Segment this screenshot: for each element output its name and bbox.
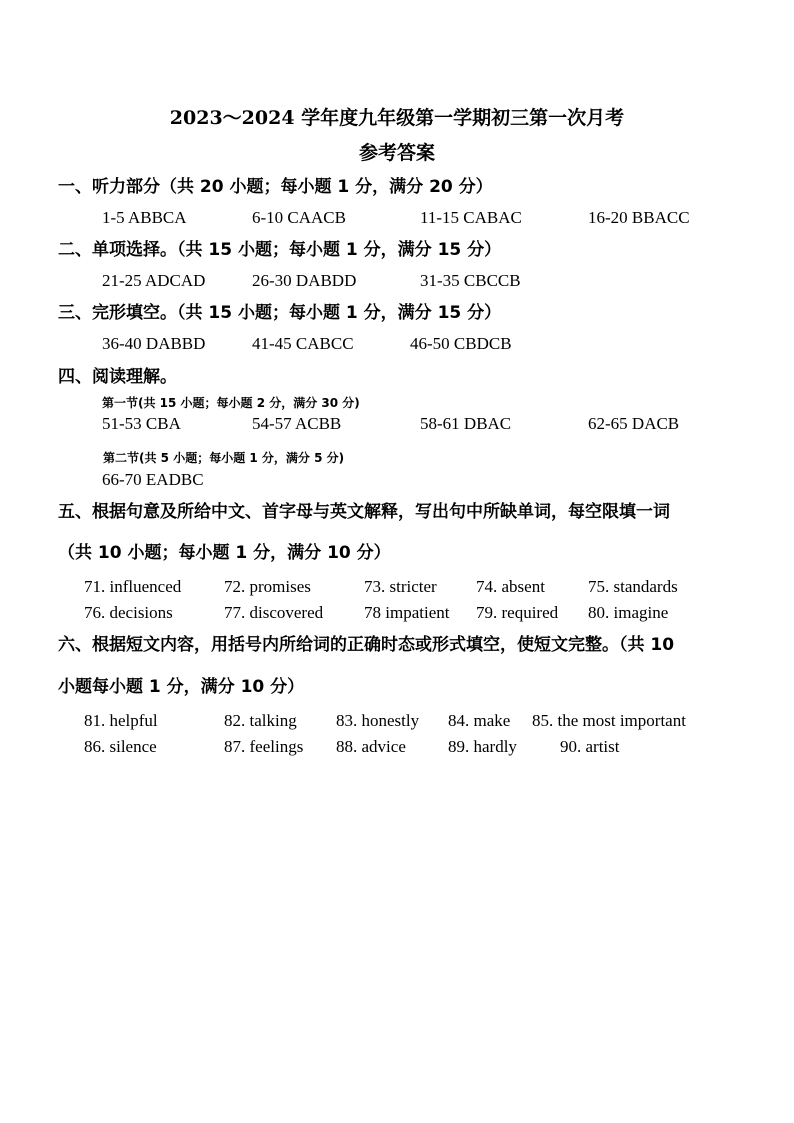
- answer-item: 88. advice: [336, 737, 406, 756]
- answer-item: 51-53 CBA: [102, 414, 181, 433]
- section-4-part-1-subheading: 第一节(共 15 小题；每小题 2 分，满分 30 分): [102, 396, 360, 410]
- answer-item: 76. decisions: [84, 603, 173, 622]
- section-6-heading-cont: 小题每小题 1 分，满分 10 分）: [58, 677, 305, 697]
- answer-item: 6-10 CAACB: [252, 208, 346, 227]
- section-6-heading: 六、根据短文内容，用括号内所给词的正确时态或形式填空，使短文完整。（共 10: [58, 635, 675, 655]
- answer-item: 85. the most important: [532, 711, 686, 730]
- answer-item: 72. promises: [224, 577, 311, 596]
- page-subtitle: 参考答案: [358, 142, 435, 164]
- answer-item: 26-30 DABDD: [252, 271, 357, 290]
- section-1-heading: 一、听力部分（共 20 小题；每小题 1 分，满分 20 分）: [58, 177, 493, 197]
- answer-item: 81. helpful: [84, 711, 158, 730]
- section-2-heading: 二、单项选择。（共 15 小题；每小题 1 分，满分 15 分）: [58, 240, 502, 260]
- section-3-heading: 三、完形填空。（共 15 小题；每小题 1 分，满分 15 分）: [58, 303, 502, 323]
- answer-item: 87. feelings: [224, 737, 304, 756]
- answer-item: 83. honestly: [336, 711, 420, 730]
- answer-item: 31-35 CBCCB: [420, 271, 521, 290]
- answer-item: 1-5 ABBCA: [102, 208, 187, 227]
- answer-item: 21-25 ADCAD: [102, 271, 206, 290]
- answer-item: 46-50 CBDCB: [410, 334, 512, 353]
- answer-item: 58-61 DBAC: [420, 414, 512, 433]
- answer-item: 80. imagine: [588, 603, 669, 622]
- answer-item: 11-15 CABAC: [420, 208, 522, 227]
- answer-item: 79. required: [476, 603, 559, 622]
- answer-item: 66-70 EADBC: [102, 470, 204, 489]
- answer-item: 90. artist: [560, 737, 620, 756]
- page-title: 2023～2024 学年度九年级第一学期初三第一次月考: [169, 107, 625, 129]
- section-5-heading: 五、根据句意及所给中文、首字母与英文解释，写出句中所缺单词，每空限填一词: [58, 502, 670, 522]
- answer-item: 36-40 DABBD: [102, 334, 206, 353]
- answer-item: 74. absent: [476, 577, 545, 596]
- answer-item: 77. discovered: [224, 603, 324, 622]
- answer-item: 89. hardly: [448, 737, 517, 756]
- answer-item: 78 impatient: [364, 603, 450, 622]
- section-4-part-2-subheading: 第二节(共 5 小题；每小题 1 分，满分 5 分): [103, 451, 345, 465]
- answer-item: 73. stricter: [364, 577, 437, 596]
- section-4-heading: 四、阅读理解。: [58, 367, 177, 387]
- answer-item: 54-57 ACBB: [252, 414, 342, 433]
- answer-item: 86. silence: [84, 737, 157, 756]
- section-5-heading-cont: （共 10 小题；每小题 1 分，满分 10 分）: [58, 543, 391, 563]
- answer-item: 75. standards: [588, 577, 678, 596]
- answer-item: 41-45 CABCC: [252, 334, 354, 353]
- answer-item: 82. talking: [224, 711, 297, 730]
- answer-item: 84. make: [448, 711, 511, 730]
- answer-item: 16-20 BBACC: [588, 208, 690, 227]
- answer-item: 71. influenced: [84, 577, 182, 596]
- answer-item: 62-65 DACB: [588, 414, 680, 433]
